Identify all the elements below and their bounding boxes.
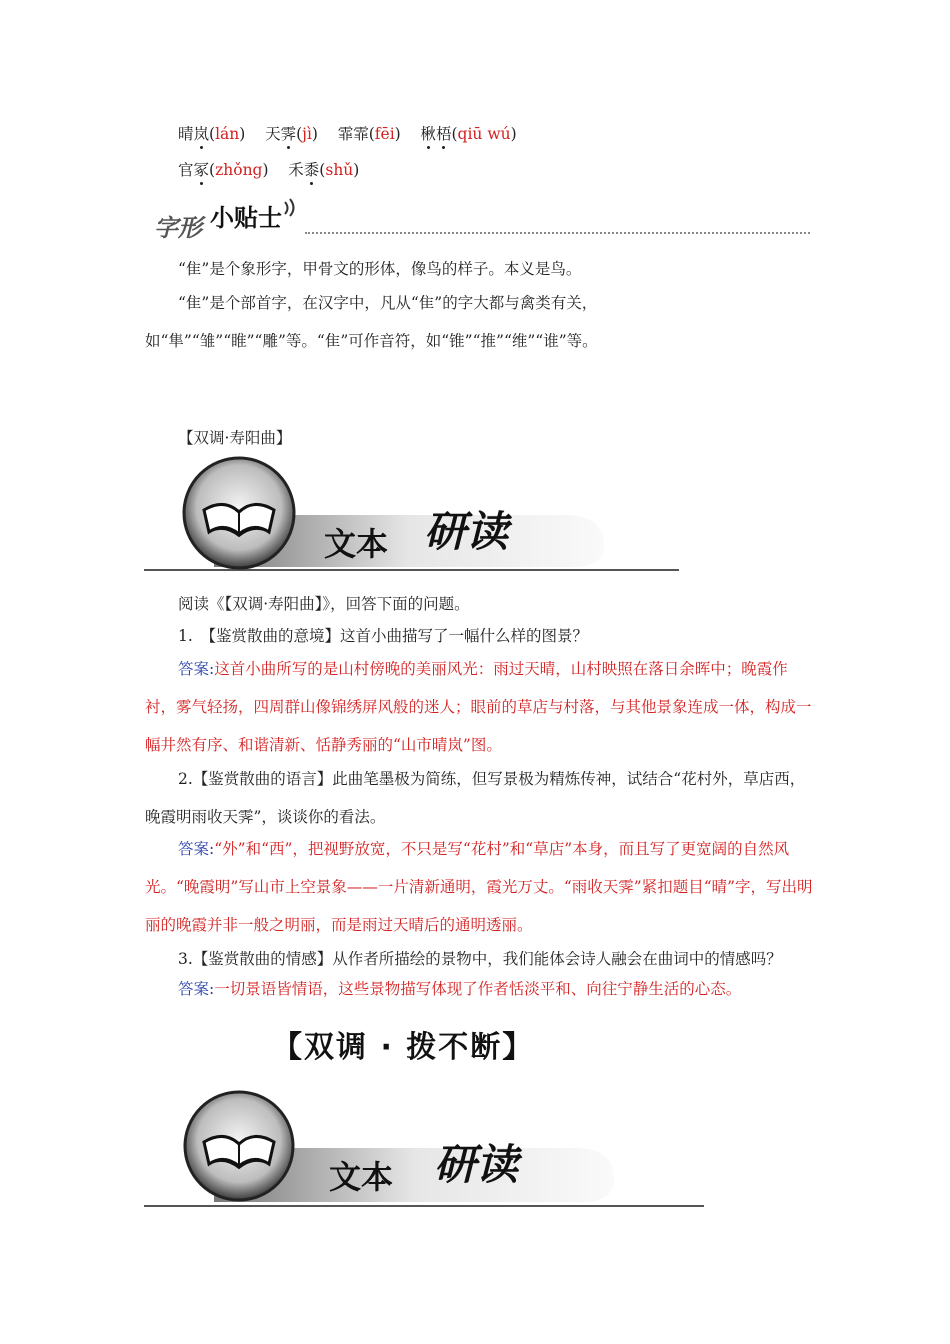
question-2: 2.【鉴赏散曲的语言】此曲笔墨极为简练，但写景极为精炼传神，试结合“花村外，草店西，晚霞明雨收天霁”，谈谈你的看法。: [145, 770, 806, 826]
tip-paragraph-1: “隹”是个象形字，甲骨文的形体，像鸟的样子。本义是鸟。: [178, 260, 582, 278]
section-label: 【双调·寿阳曲】: [178, 429, 292, 447]
tip-header: [150, 196, 810, 240]
book-icon: [199, 1112, 279, 1172]
vocab-item: 禾黍(shǔ): [288, 161, 360, 179]
answer-label: 答案:: [178, 840, 215, 858]
answer-3: [145, 970, 815, 1008]
tip-paragraph-2: “隹”是个部首字，在汉字中，凡从“隹”的字大都与禽类有关，如“隼”“雏”“睢”“雕”等。“隹”可作音符，如“锥”“推”“维”“谁”等。: [145, 294, 598, 350]
section-2-heading: 【双调 · 拨不断】: [272, 1030, 535, 1065]
section-banner-2: [144, 1090, 709, 1215]
question-3: 3.【鉴赏散曲的情感】从作者所描绘的景物中，我们能体会诗人融会在曲词中的情感吗？: [178, 950, 782, 968]
vocab-row-2: [178, 160, 359, 180]
signal-icon: [282, 196, 302, 218]
answer-text: “外”和“西”，把视野放宽，不只是写“花村”和“草店”本身，而且写了更宽阔的自然风光。“晚霞明”写山市上空景象——一片清新通明，霞光万丈。“雨收天霁”紧扣题目“晴”字，写出明丽的晚霞并非一般之明丽，而是雨过天晴后的通明透丽。: [145, 840, 813, 934]
vocab-row-1: [178, 124, 517, 144]
book-icon: [199, 480, 279, 540]
tip-dotted-line: [305, 232, 810, 234]
answer-1: [145, 650, 815, 764]
banner-title-a: 文本: [324, 525, 389, 563]
tip-title-sub: 小贴士: [210, 204, 282, 232]
question-1: 1. 【鉴赏散曲的意境】这首小曲描写了一幅什么样的图景？: [178, 627, 589, 645]
vocab-item: 天霁(jì): [265, 125, 318, 143]
vocab-item: 官冢(zhǒng): [178, 161, 269, 179]
answer-text: 这首小曲所写的是山村傍晚的美丽风光：雨过天晴，山村映照在落日余晖中；晚霞作衬，雾气轻扬，四周群山像锦绣屏风般的迷人；眼前的草店与村落，与其他景象连成一体，构成一幅井然有序、和谐清新、恬静秀丽的“山市晴岚”图。: [145, 660, 812, 754]
vocab-item: 楸梧(qiū wú): [420, 125, 517, 143]
banner-title-a: 文本: [329, 1158, 394, 1196]
tip-title-main: 字形: [154, 214, 202, 242]
vocab-item: 霏霏(fēi): [337, 125, 401, 143]
answer-label: 答案:: [178, 660, 215, 678]
vocab-item: 晴岚(lán): [178, 125, 246, 143]
answer-text: 一切景语皆情语，这些景物描写体现了作者恬淡平和、向往宁静生活的心态。: [214, 980, 742, 998]
section-banner: [144, 455, 684, 575]
answer-label: 答案:: [178, 980, 215, 998]
reading-intro: 阅读《【双调·寿阳曲】》，回答下面的问题。: [178, 595, 470, 613]
banner-title-b: 研读: [434, 1140, 519, 1189]
banner-title-b: 研读: [424, 507, 509, 556]
answer-2: [145, 830, 815, 944]
